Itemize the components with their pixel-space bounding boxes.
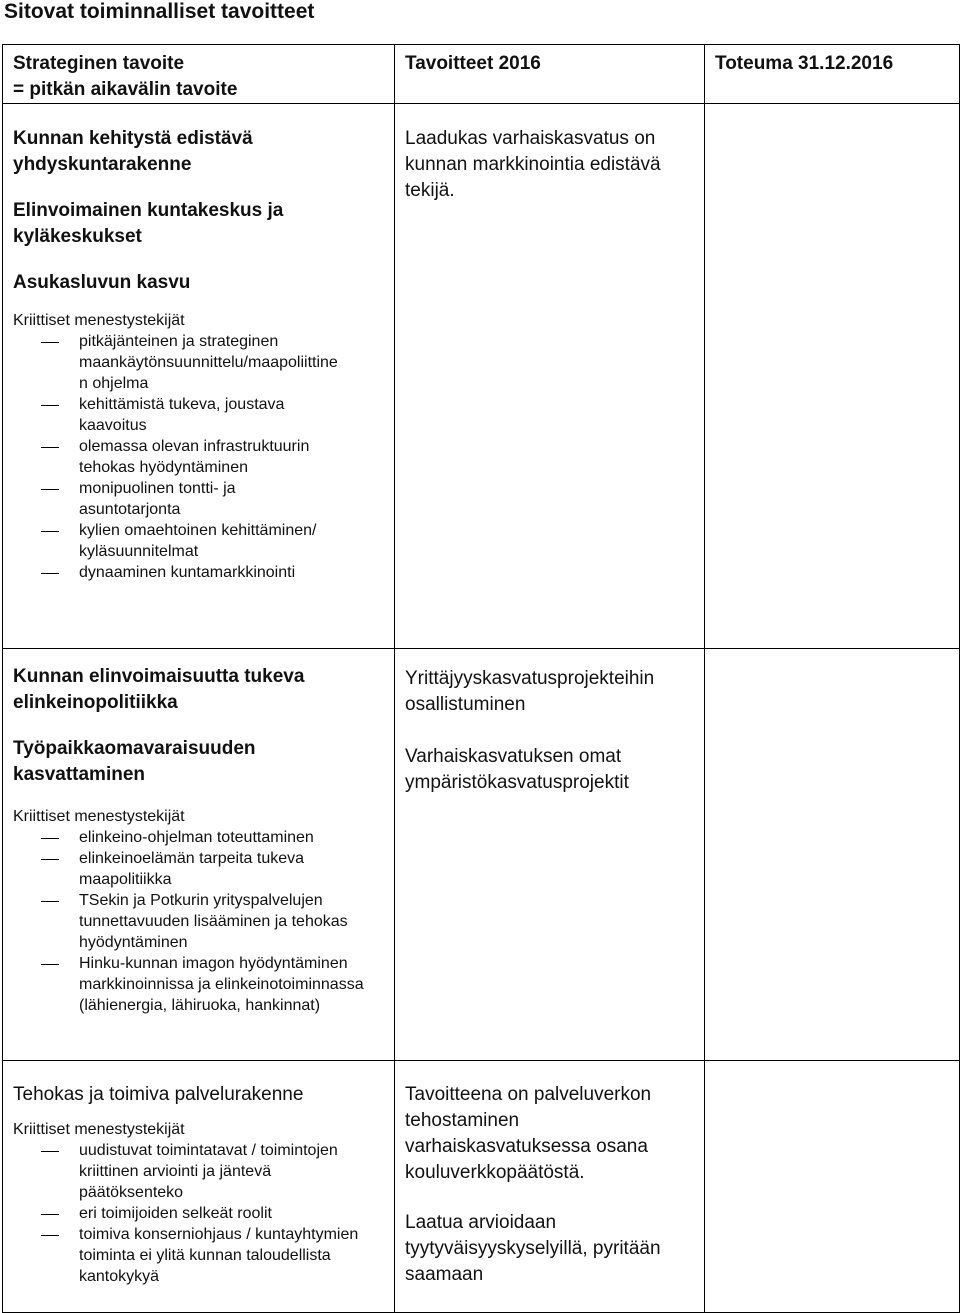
list-item: uudistuvat toimintatavat / toimintojen kriittinen arviointi ja jäntevä päätöksenteko [13, 1140, 378, 1203]
section1-goal-text: Laadukas varhaiskasvatus on kunnan markkinointia edistävä tekijä. [405, 128, 661, 201]
table-row [3, 104, 960, 649]
header-goals-2016 [395, 45, 705, 104]
header-outcome-label: Toteuma 31.12.2016 [715, 53, 894, 74]
section3-critical-list [13, 1140, 378, 1287]
page-title: Sitovat toiminnalliset tavoitteet [4, 0, 315, 23]
list-item: elinkeinoelämän tarpeita tukeva maapolitiikka [13, 848, 378, 890]
section1-heading2: Elinvoimainen kuntakeskus ja kyläkeskukset [13, 200, 284, 247]
list-item: Hinku-kunnan imagon hyödyntäminen markkinoinnissa ja elinkeinotoiminnassa (lähienergia, lähiruoka, hankinnat) [13, 953, 378, 1016]
header-strategic-goal-line1: Strateginen tavoite [13, 53, 185, 74]
list-item: dynaaminen kuntamarkkinointi [13, 562, 323, 583]
section2-strategic-cell [3, 649, 395, 1061]
section3-goal-text-2: Laatua arvioidaan tyytyväisyyskyselyillä, pyritään saamaan [405, 1212, 661, 1285]
list-item: kylien omaehtoinen kehittäminen/ kyläsuunnitelmat [13, 520, 323, 562]
section1-heading1: Kunnan kehitystä edistävä yhdyskuntarakenne [13, 128, 253, 175]
section2-heading2: Työpaikkaomavaraisuuden kasvattaminen [13, 738, 256, 785]
objectives-table [2, 44, 960, 1313]
list-item: toimiva konserniohjaus / kuntayhtymien toiminta ei ylitä kunnan taloudellista kantokykyä [13, 1224, 378, 1287]
header-strategic-goal-line2: = pitkän aikavälin tavoite [13, 79, 238, 100]
list-item: kehittämistä tukeva, joustava kaavoitus [13, 394, 323, 436]
section1-goals-cell [395, 104, 705, 649]
table-header-row [3, 45, 960, 104]
section2-heading1: Kunnan elinvoimaisuutta tukeva elinkeinopolitiikka [13, 666, 305, 713]
section3-strategic-cell [3, 1061, 395, 1313]
header-goals-2016-label: Tavoitteet 2016 [405, 53, 541, 74]
table-row [3, 1061, 960, 1313]
list-item: elinkeino-ohjelman toteuttaminen [13, 827, 378, 848]
section2-goal-text-1: Yrittäjyyskasvatusprojekteihin osallistuminen [405, 668, 655, 715]
section2-goal-text-2: Varhaiskasvatuksen omat ympäristökasvatusprojektit [405, 746, 629, 793]
section1-critical-list [13, 331, 338, 583]
section3-heading1: Tehokas ja toimiva palvelurakenne [13, 1084, 304, 1105]
header-outcome [705, 45, 960, 104]
section3-goals-cell [395, 1061, 705, 1313]
list-item: monipuolinen tontti- ja asuntotarjonta [13, 478, 323, 520]
section1-outcome-cell [705, 104, 960, 649]
section2-critical-list [13, 827, 378, 1016]
list-item: TSekin ja Potkurin yrityspalvelujen tunnettavuuden lisääminen ja tehokas hyödyntäminen [13, 890, 378, 953]
section2-outcome-cell [705, 649, 960, 1061]
section3-goal-text-1: Tavoitteena on palveluverkon tehostaminen varhaiskasvatuksessa osana kouluverkkopäätöstä. [405, 1084, 652, 1183]
section3-critical-label: Kriittiset menestystekijät [13, 1121, 185, 1138]
section3-outcome-cell [705, 1061, 960, 1313]
section2-goals-cell [395, 649, 705, 1061]
section1-heading3: Asukasluvun kasvu [13, 272, 191, 293]
section2-critical-label: Kriittiset menestystekijät [13, 808, 185, 825]
list-item: pitkäjänteinen ja strateginen maankäytönsuunnittelu/maapoliittine n ohjelma [13, 331, 323, 394]
header-strategic-goal [3, 45, 395, 104]
list-item: eri toimijoiden selkeät roolit [13, 1203, 378, 1224]
section1-strategic-cell [3, 104, 395, 649]
section1-critical-label: Kriittiset menestystekijät [13, 312, 185, 329]
table-row [3, 649, 960, 1061]
list-item: olemassa olevan infrastruktuurin tehokas hyödyntäminen [13, 436, 323, 478]
